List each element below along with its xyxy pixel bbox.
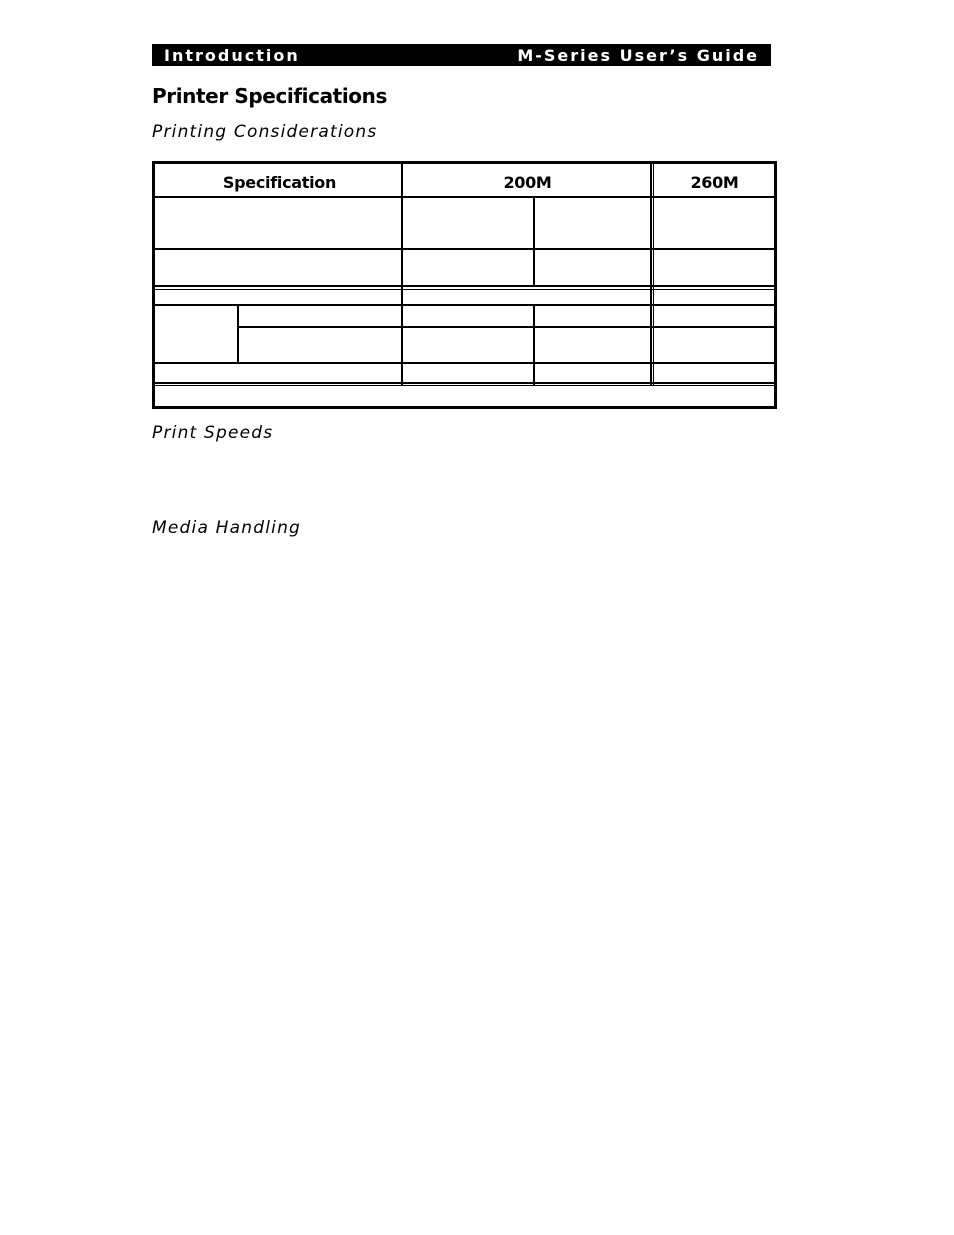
table-rule [155, 382, 774, 384]
table-rule [155, 248, 774, 250]
table-header-specification: Specification [222, 172, 337, 192]
table-rule [155, 304, 774, 306]
table-header-260m: 260M [690, 172, 739, 192]
subheading-media-handling: Media Handling [152, 518, 302, 538]
table-rule [155, 362, 774, 364]
header-section: Introduction [164, 45, 300, 65]
table-rule [155, 196, 774, 198]
table-rule [155, 285, 774, 287]
table-rule [237, 306, 239, 363]
table-rule [533, 197, 535, 287]
header-guide-title: M-Series User’s Guide [517, 45, 759, 65]
table-rule [533, 304, 535, 385]
table-rule [155, 385, 774, 386]
subheading-printing-considerations: Printing Considerations [152, 122, 378, 142]
table-rule [237, 326, 774, 328]
page-title: Printer Specifications [152, 84, 387, 108]
table-header-200m: 200M [503, 172, 552, 192]
spec-table [152, 161, 777, 409]
subheading-print-speeds: Print Speeds [152, 423, 274, 443]
running-header [152, 44, 771, 66]
table-rule [155, 289, 774, 290]
